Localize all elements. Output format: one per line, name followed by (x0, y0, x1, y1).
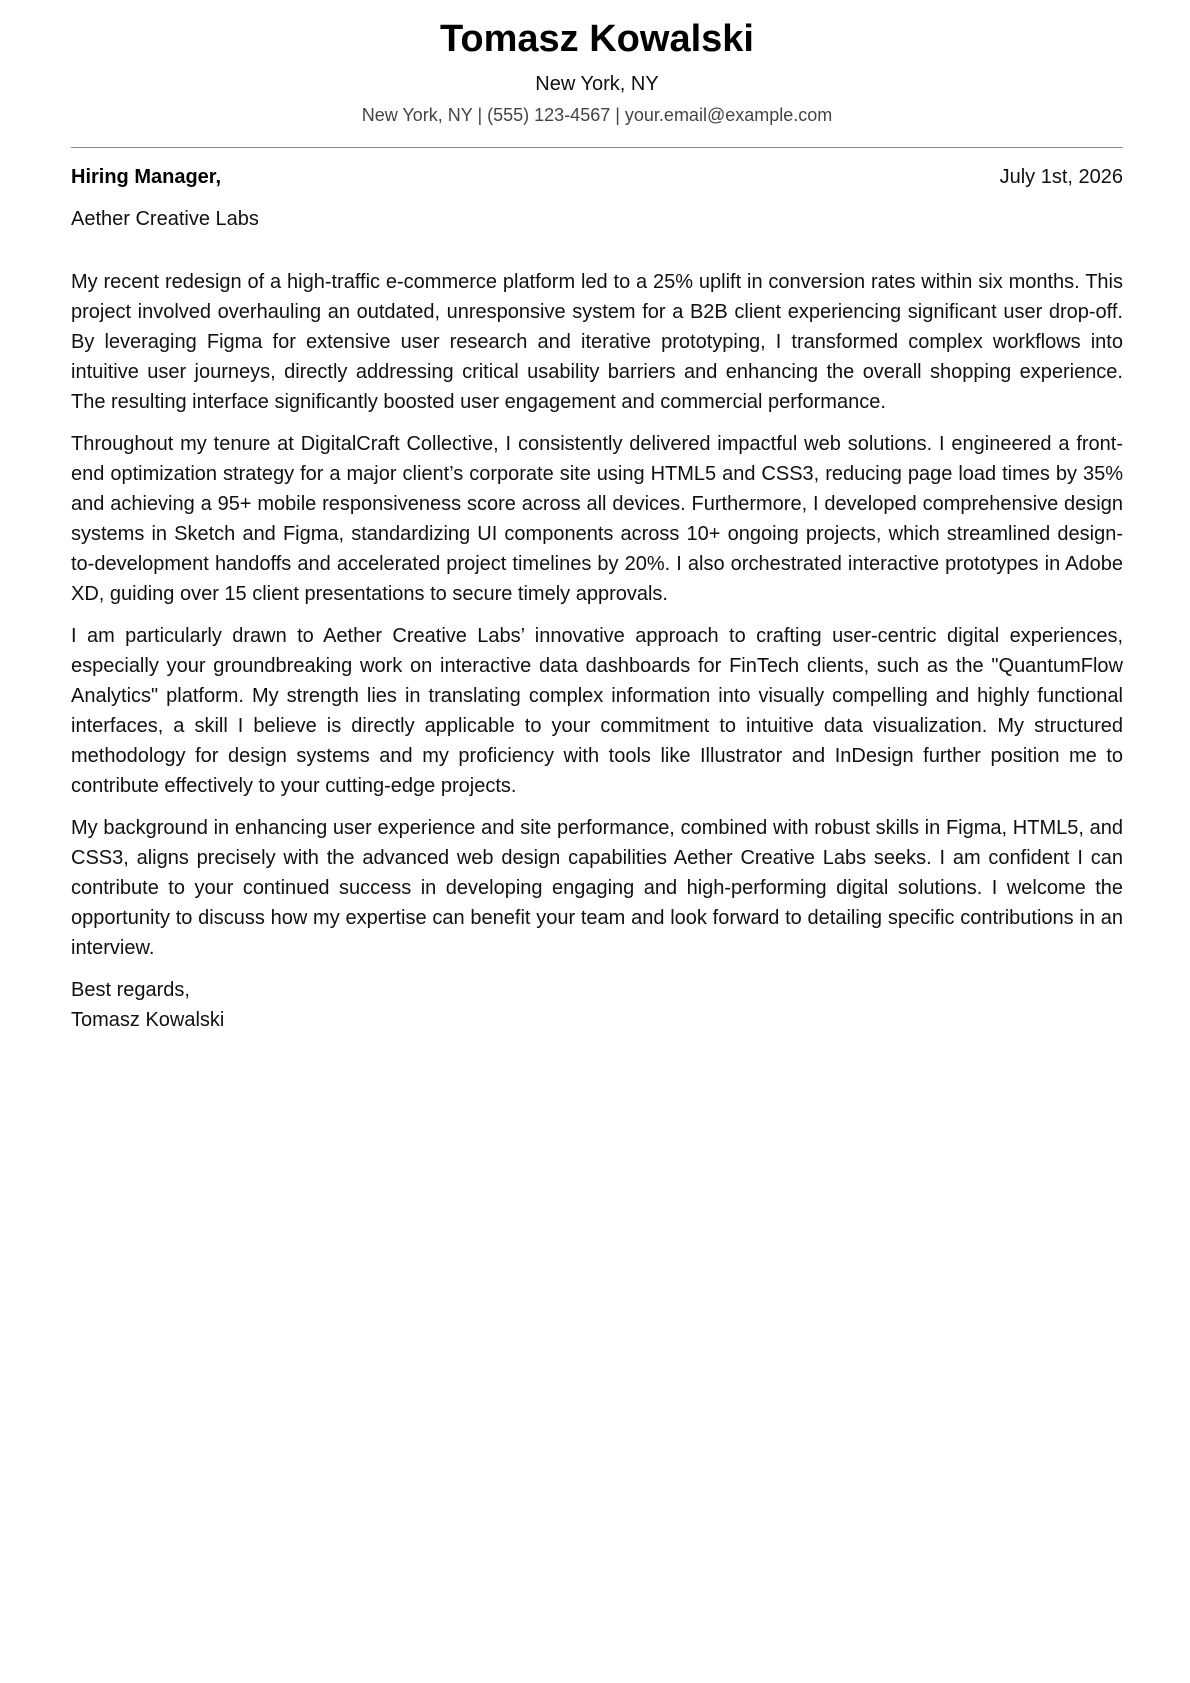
letter-header (71, 0, 1123, 127)
body-paragraph-2: Throughout my tenure at DigitalCraft Collective, I consistently delivered impactful web solutions. I engineered a front-end optimization strategy for a major client’s corporate site using HTML5 and CSS3, reducing page load times by 35% and achieving a 95+ mobile responsiveness score across all devices. Furthermore, I developed comprehensive design systems in Sketch and Figma, standardizing UI components across 10+ ongoing projects, which streamlined design-to-development handoffs and accelerated project timelines by 20%. I also orchestrated interactive prototypes in Adobe XD, guiding over 15 client presentations to secure timely approvals. (71, 433, 1123, 605)
letter-closing (71, 975, 1123, 1035)
body-paragraph-1: My recent redesign of a high-traffic e-commerce platform led to a 25% uplift in conversion rates within six months. This project involved overhauling an outdated, unresponsive system for a B2B client experiencing significant user drop-off. By leveraging Figma for extensive user research and iterative prototyping, I transformed complex workflows into intuitive user journeys, directly addressing critical usability barriers and enhancing the overall shopping experience. The resulting interface significantly boosted user engagement and commercial performance. (71, 271, 1123, 413)
cover-letter-page (71, 0, 1123, 1035)
signature-name: Tomasz Kowalski (71, 1009, 225, 1031)
closing-phrase: Best regards, (71, 979, 190, 1001)
contact-line: New York, NY | (555) 123-4567 | your.email@example.com (361, 105, 833, 125)
recipient-salutation: Hiring Manager, (71, 166, 222, 188)
applicant-name: Tomasz Kowalski (440, 18, 754, 60)
letter-body (71, 267, 1123, 963)
letter-date: July 1st, 2026 (999, 166, 1123, 188)
applicant-location: New York, NY (535, 73, 659, 95)
body-paragraph-3: I am particularly drawn to Aether Creative Labs’ innovative approach to crafting user-centric digital experiences, especially your groundbreaking work on interactive data dashboards for FinTech clients, such as the "QuantumFlow Analytics" platform. My strength lies in translating complex information into visually compelling and highly functional interfaces, a skill I believe is directly applicable to your commitment to intuitive data visualization. My structured methodology for design systems and my proficiency with tools like Illustrator and InDesign further position me to contribute effectively to your cutting-edge projects. (71, 625, 1123, 797)
company-name: Aether Creative Labs (71, 208, 259, 230)
recipient-date-row (71, 164, 1123, 190)
body-paragraph-4: My background in enhancing user experience and site performance, combined with robust skills in Figma, HTML5, and CSS3, aligns precisely with the advanced web design capabilities Aether Creative Labs seeks. I am confident I can contribute to your continued success in developing engaging and high-performing digital solutions. I welcome the opportunity to discuss how my expertise can benefit your team and look forward to detailing specific contributions in an interview. (71, 817, 1123, 959)
header-divider (71, 147, 1123, 148)
